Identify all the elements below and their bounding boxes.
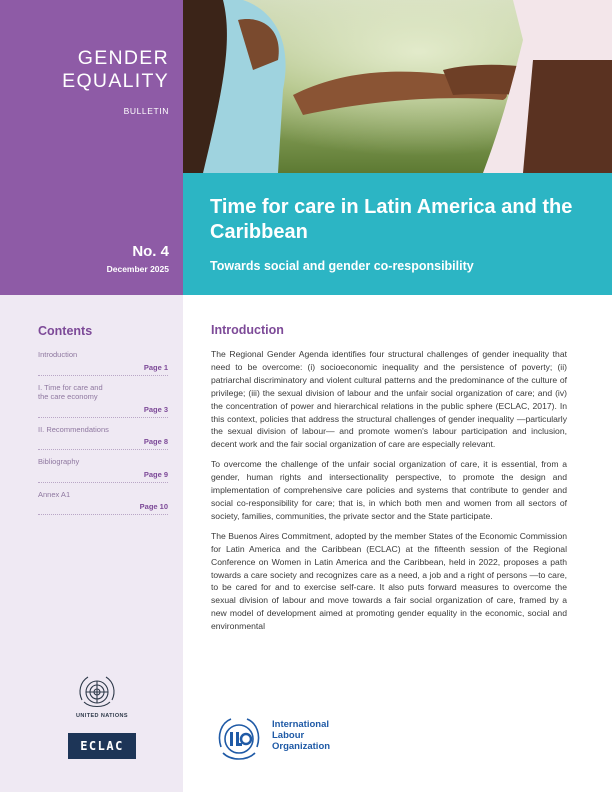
toc-item-label: Annex A1 <box>38 489 71 499</box>
toc-item-page: Page 3 <box>143 404 168 414</box>
title-band <box>183 173 612 295</box>
document-subtitle: Towards social and gender co-responsibility <box>210 259 474 273</box>
toc-item-label: Introduction <box>38 350 78 359</box>
series-title-line1: GENDER <box>77 47 169 69</box>
section-heading-introduction: Introduction <box>211 323 284 337</box>
toc-item-page: Page 1 <box>143 362 168 372</box>
toc-item-label: Bibliography <box>38 457 80 466</box>
document-title: Time for care in Latin America and the Caribbean <box>210 196 573 243</box>
ilo-wordmark: International Labour Organization <box>272 719 331 752</box>
toc-item-bibliography[interactable] <box>38 457 168 483</box>
toc-item-recommendations[interactable] <box>38 425 168 451</box>
un-emblem-icon <box>72 674 122 714</box>
series-subtitle: BULLETIN <box>123 106 169 116</box>
toc-item-time-for-care[interactable] <box>38 383 168 418</box>
contents-heading: Contents <box>38 324 93 338</box>
un-wordmark: UNITED NATIONS <box>76 713 128 719</box>
issue-number: No. 4 <box>132 243 169 260</box>
toc-item-page: Page 8 <box>143 437 168 446</box>
contents-list <box>38 350 168 522</box>
series-title <box>62 47 169 93</box>
toc-item-annex[interactable] <box>38 490 168 516</box>
left-column <box>0 0 183 792</box>
cover-photo-illustration <box>183 0 612 173</box>
eclac-logo: ECLAC <box>68 733 136 759</box>
issue-date: December 2025 <box>106 264 169 274</box>
paragraph: The Regional Gender Agenda identifies four structural challenges of gender inequality that need to be overcome: (i) socioeconomic inequality and the persistence of poverty; (ii) patriarchal discriminatory and violent cultural patterns and the predominance of the culture of privilege; (iii) the sexual division of labour and the unfair social organization of care; and (iv) the concentration of power and hierarchical relations in the public sphere (ECLAC, 2017). In this context, policies that address the structural challenges of gender inequality —particularly the sexual division of labour— and promote women's labour participation and inclusion, decent work and the fair social organization of care are especially relevant. <box>211 349 567 450</box>
bulletin-header <box>0 0 183 295</box>
toc-item-label: II. Recommendations <box>38 424 109 434</box>
main-content <box>211 323 567 640</box>
series-title-line2: EQUALITY <box>62 70 169 92</box>
ilo-emblem-icon <box>213 713 265 765</box>
toc-item-page: Page 10 <box>139 502 168 511</box>
toc-item-page: Page 9 <box>143 469 168 479</box>
cover-photo <box>183 0 612 173</box>
paragraph: The Buenos Aires Commitment, adopted by the member States of the Economic Commission for Latin America and the Caribbean (ECLAC) at the fifteenth session of the Regional Conference on Women in Latin America and the Caribbean, held in 2022, proposes a path towards a care society and recognizes care as a need, a job and a right of persons —to care, to be cared for and to exercise self-care. It also puts forward measures to overcome the sexual division of labour and move towards a fair social organization of care, framed by a new model of development aimed at promoting gender equality in the economic, social and environmental <box>211 530 567 632</box>
paragraph: To overcome the challenge of the unfair social organization of care, it is essential, from a gender, human rights and intersectionality perspective, to promote the design and implementation of comprehensive care policies and systems that contribute to gender and social co-responsibility for care; that is, in which both men and women from all sectors of society, families, communities, the private sector and the State participate. <box>211 459 567 521</box>
toc-item-introduction[interactable] <box>38 350 168 376</box>
toc-item-label: I. Time for care and the care economy <box>38 382 103 401</box>
